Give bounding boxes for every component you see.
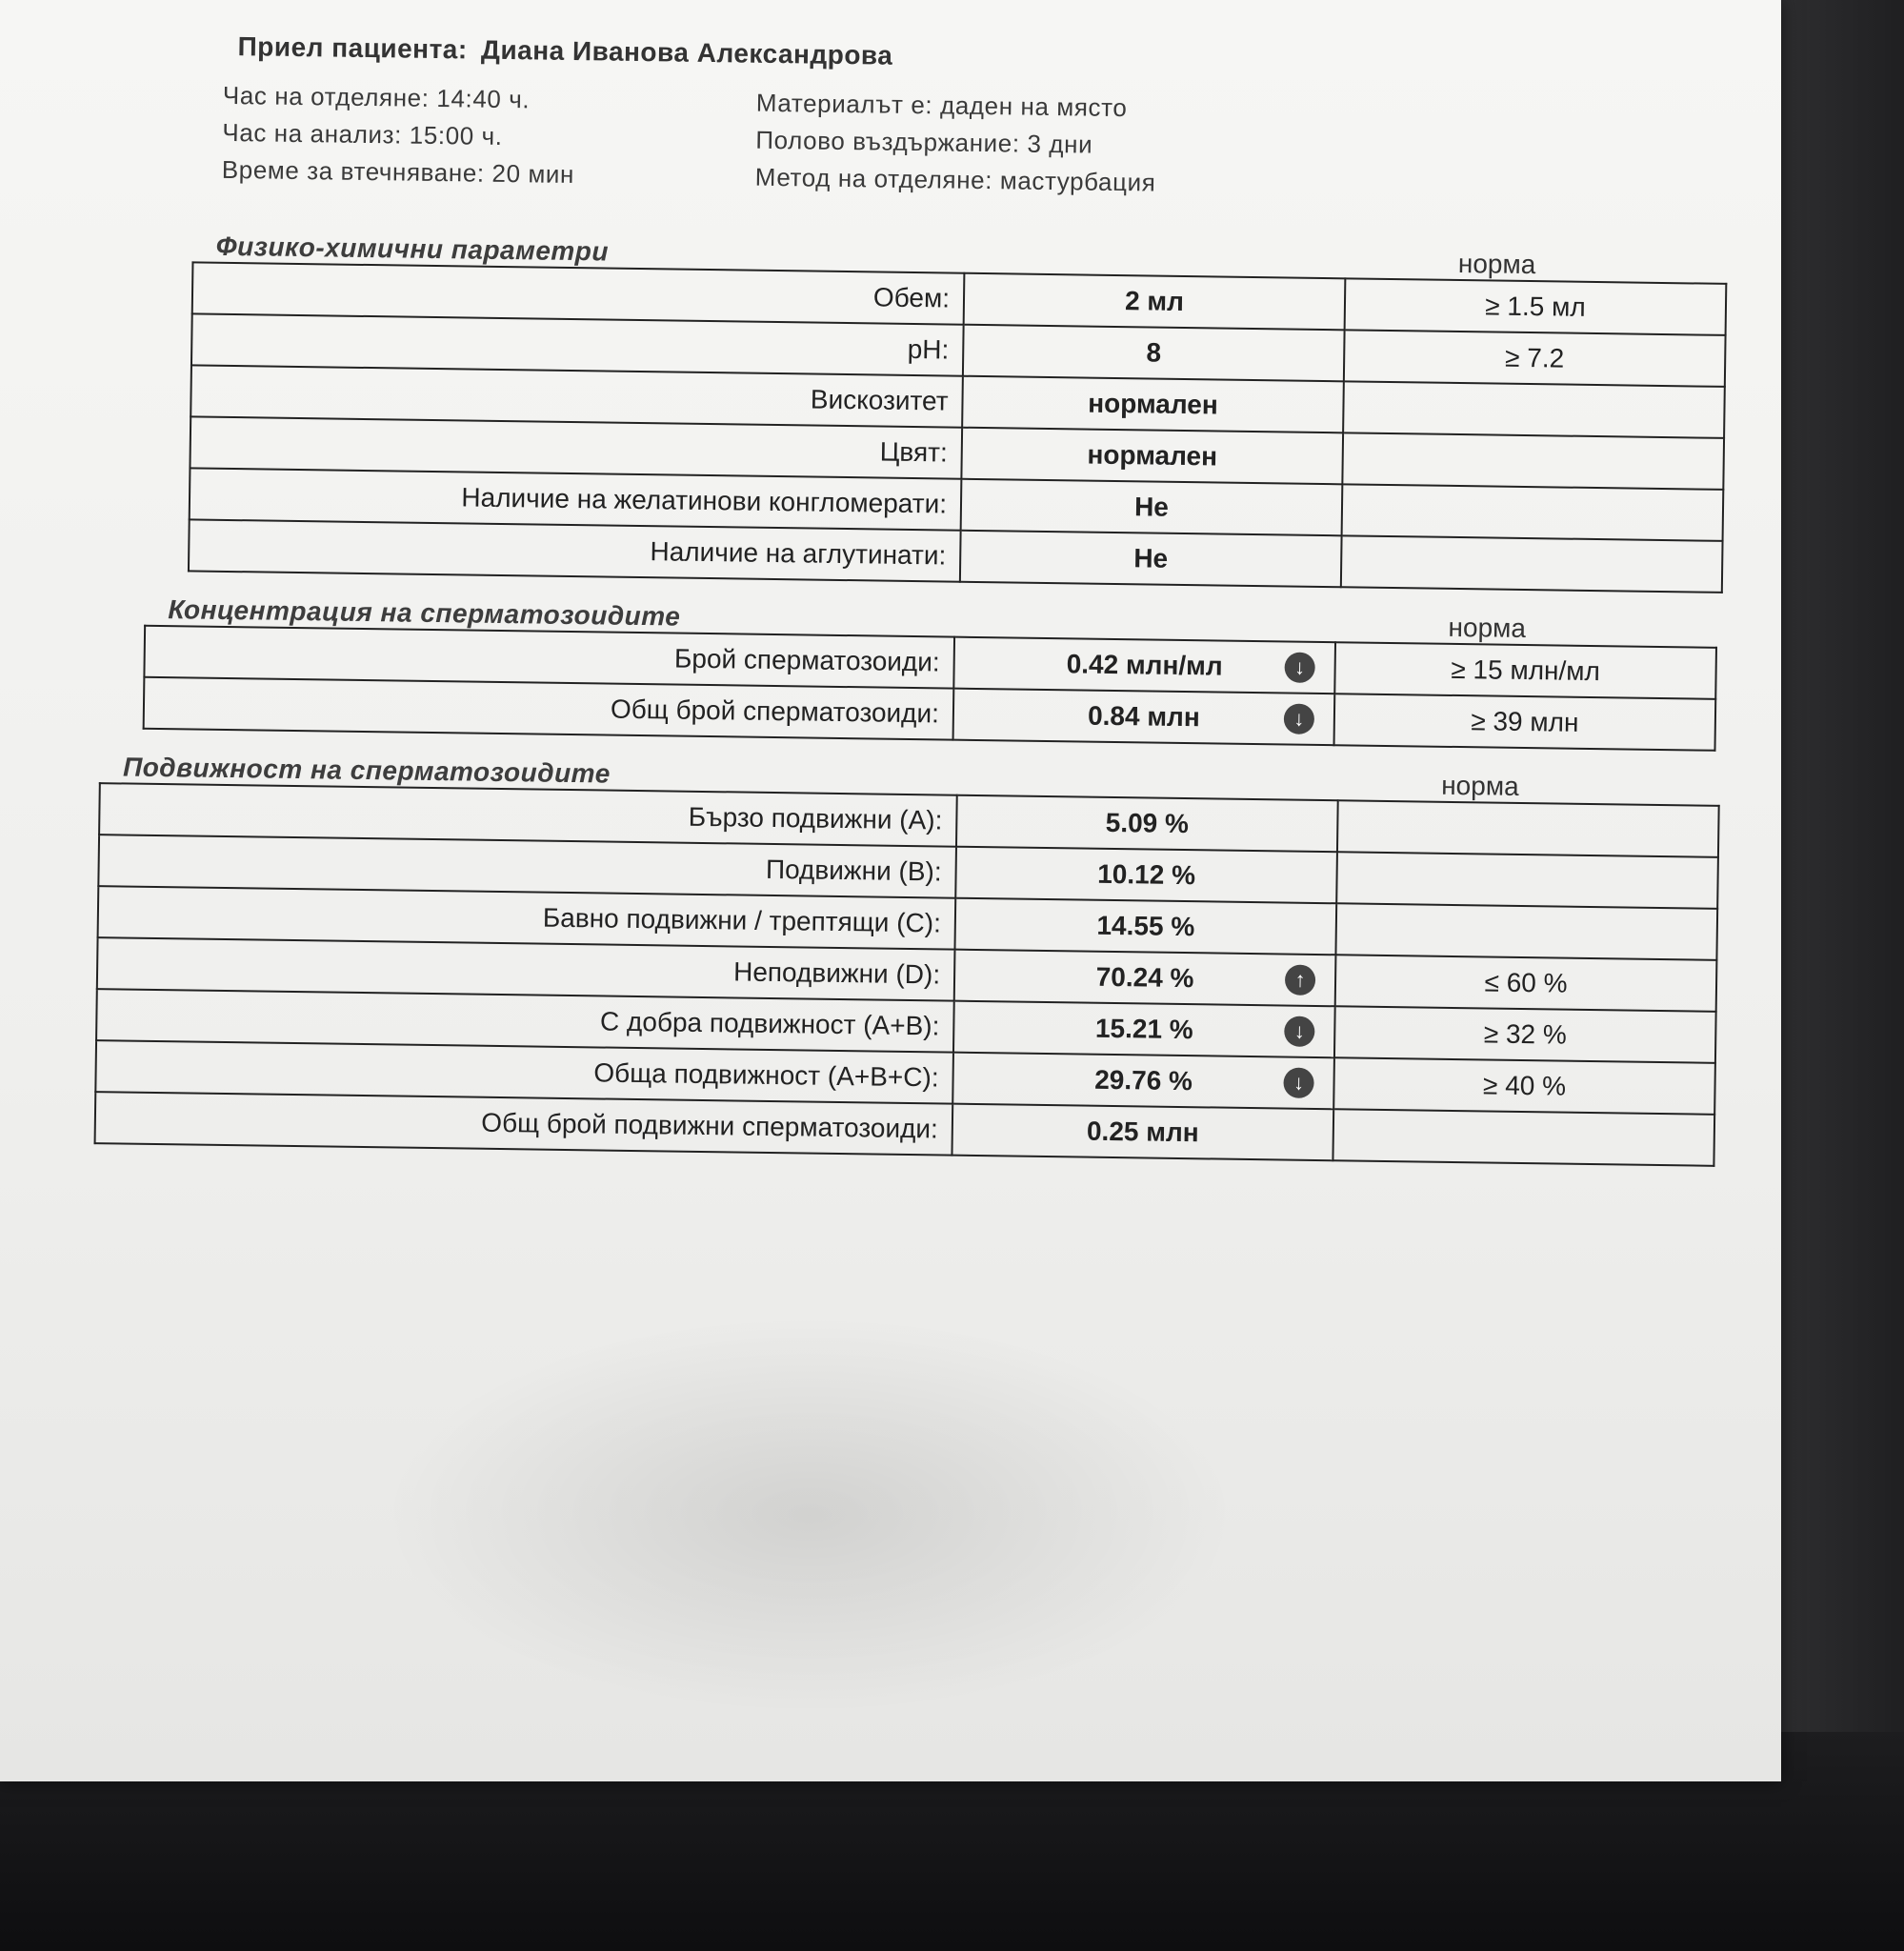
row-value: 29.76 % bbox=[1094, 1064, 1193, 1096]
row-label: Вискозитет bbox=[190, 365, 963, 427]
row-value-cell bbox=[952, 1104, 1333, 1161]
row-norm: ≤ 60 % bbox=[1335, 955, 1717, 1012]
material-source: Материалът е: даден на място bbox=[755, 88, 1128, 123]
row-value: 70.24 % bbox=[1095, 961, 1194, 994]
row-norm bbox=[1336, 852, 1718, 909]
abstinence: Полово въздържание: 3 дни bbox=[755, 125, 1093, 159]
row-value: 14.55 % bbox=[1096, 910, 1195, 942]
row-value-cell bbox=[953, 1001, 1335, 1058]
row-norm bbox=[1343, 381, 1725, 438]
row-label: Бързо подвижни (A): bbox=[99, 783, 957, 847]
row-label: Бавно подвижни / трептящи (C): bbox=[98, 886, 956, 950]
row-value-cell bbox=[954, 950, 1336, 1007]
analysis-time: Час на анализ: 15:00 ч. bbox=[222, 117, 503, 151]
row-value: Не bbox=[1133, 492, 1170, 522]
row-label: pH: bbox=[191, 313, 964, 375]
row-value-cell bbox=[960, 531, 1342, 588]
section-motility bbox=[94, 744, 1734, 1167]
row-label: Наличие на желатинови конгломерати: bbox=[190, 468, 962, 530]
row-value: 5.09 % bbox=[1105, 807, 1190, 839]
row-norm bbox=[1341, 535, 1723, 593]
row-value: 8 bbox=[1146, 337, 1162, 368]
row-norm: ≥ 15 млн/мл bbox=[1334, 642, 1716, 699]
liquefaction-time: Време за втечняване: 20 мин bbox=[221, 154, 575, 190]
row-label: Наличие на аглутинати: bbox=[189, 519, 961, 581]
row-label: Цвят: bbox=[190, 416, 962, 478]
row-label: С добра подвижност (A+B): bbox=[96, 989, 954, 1053]
row-value: 15.21 % bbox=[1094, 1013, 1193, 1045]
arrow-down-circle-icon: ↓ bbox=[1284, 1016, 1314, 1047]
patient-name: Диана Иванова Александрова bbox=[480, 34, 893, 70]
row-value: 0.42 млн/мл bbox=[1066, 649, 1223, 681]
row-norm bbox=[1333, 1109, 1714, 1166]
row-norm: ≥ 1.5 мл bbox=[1345, 278, 1727, 335]
section-concentration bbox=[143, 587, 1735, 752]
row-value: Не bbox=[1133, 543, 1169, 573]
report-content bbox=[13, 21, 1743, 1167]
row-value: 2 мл bbox=[1124, 286, 1185, 316]
arrow-down-circle-icon: ↓ bbox=[1283, 1068, 1313, 1098]
row-label: Неподвижни (D): bbox=[97, 937, 955, 1001]
arrow-up-circle-icon: ↑ bbox=[1285, 965, 1315, 996]
row-value: 10.12 % bbox=[1097, 858, 1196, 891]
concentration-table bbox=[143, 625, 1717, 752]
row-value: нормален bbox=[1087, 388, 1218, 420]
row-norm: ≥ 40 % bbox=[1333, 1057, 1715, 1115]
row-value-cell bbox=[963, 325, 1345, 382]
row-value-cell bbox=[956, 795, 1338, 853]
shadow bbox=[381, 1315, 1238, 1715]
sample-info-right bbox=[754, 89, 1156, 206]
row-label: Подвижни (B): bbox=[98, 835, 956, 898]
row-label: Общ брой сперматозоиди: bbox=[144, 677, 954, 740]
norm-header: норма bbox=[1457, 248, 1536, 280]
row-norm bbox=[1337, 800, 1719, 857]
collection-time: Час на отделяне: 14:40 ч. bbox=[222, 80, 531, 114]
norm-header: норма bbox=[1441, 770, 1519, 801]
row-value: нормален bbox=[1087, 439, 1218, 472]
row-norm bbox=[1335, 903, 1717, 960]
row-value-cell bbox=[953, 637, 1335, 694]
row-value: 0.84 млн bbox=[1087, 700, 1200, 733]
row-value-cell bbox=[962, 376, 1344, 433]
row-value-cell bbox=[955, 847, 1337, 904]
row-value-cell bbox=[961, 428, 1343, 485]
sample-info bbox=[26, 78, 1742, 245]
row-norm: ≥ 39 млн bbox=[1334, 694, 1716, 751]
row-label: Обща подвижност (A+B+C): bbox=[95, 1040, 953, 1104]
section-title: Концентрация на сперматозоидите bbox=[168, 594, 681, 632]
row-label: Общ брой подвижни сперматозоиди: bbox=[95, 1092, 953, 1156]
motility-table bbox=[94, 782, 1720, 1167]
arrow-down-circle-icon: ↓ bbox=[1284, 703, 1314, 734]
patient-label: Приел пациента: bbox=[237, 31, 468, 65]
norm-header: норма bbox=[1448, 612, 1527, 644]
row-norm bbox=[1342, 432, 1724, 490]
patient-line bbox=[237, 31, 1742, 83]
row-value-cell bbox=[952, 1053, 1334, 1110]
section-title: Физико-химични параметри bbox=[215, 231, 610, 267]
row-norm: ≥ 7.2 bbox=[1344, 330, 1726, 387]
row-value-cell bbox=[953, 689, 1335, 746]
collection-method: Метод на отделяне: мастурбация bbox=[754, 162, 1156, 197]
section-physchem bbox=[188, 223, 1740, 593]
row-norm bbox=[1342, 484, 1724, 541]
physchem-table bbox=[188, 261, 1727, 593]
arrow-down-circle-icon: ↓ bbox=[1284, 652, 1314, 682]
row-label: Обем: bbox=[192, 262, 965, 324]
row-norm: ≥ 32 % bbox=[1334, 1006, 1716, 1063]
section-title: Подвижност на сперматозоидите bbox=[122, 752, 611, 789]
sample-info-left bbox=[222, 81, 576, 197]
row-value-cell bbox=[961, 479, 1343, 536]
row-value-cell bbox=[954, 898, 1336, 955]
row-value-cell bbox=[964, 273, 1346, 331]
row-value: 0.25 млн bbox=[1086, 1116, 1199, 1148]
row-label: Брой сперматозоиди: bbox=[144, 626, 954, 689]
